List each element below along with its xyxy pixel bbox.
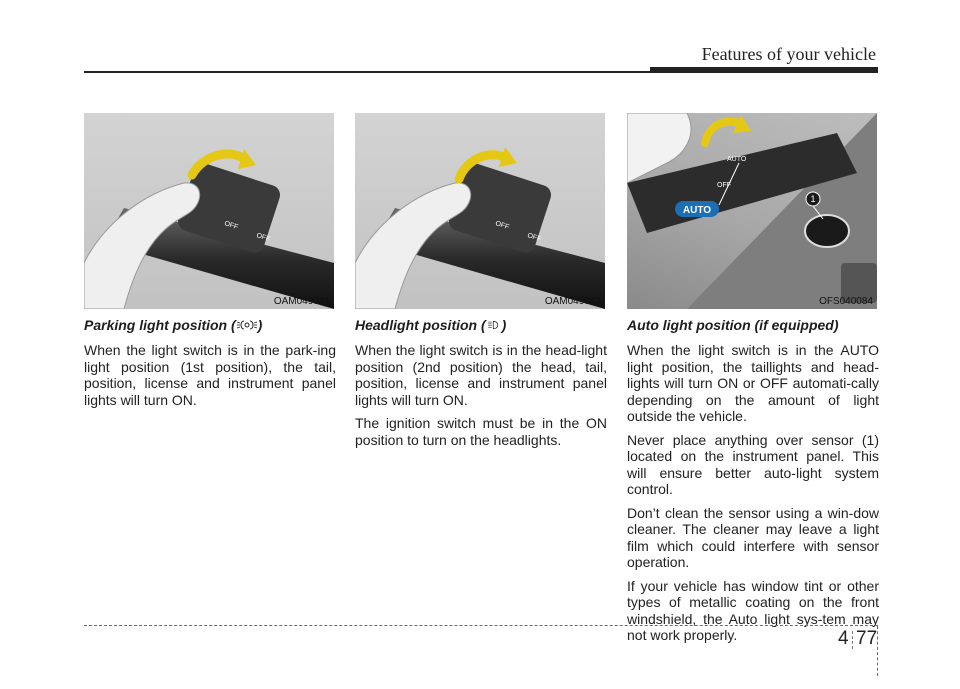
photo-code: OAM049042 (544, 296, 601, 307)
heading-text: ) (257, 317, 263, 333)
heading-text: Headlight position ( (355, 317, 486, 333)
off-label: OFF (223, 220, 239, 232)
photo-code: OAM049041 (273, 296, 330, 307)
photo-auto-light (627, 113, 877, 309)
light-switch-illustration (355, 113, 605, 309)
page-number-separator (852, 631, 854, 649)
body-paragraph: Don’t clean the sensor using a win-dow cleaner. The cleaner may leave a light film which could interfere with sensor operation. (627, 504, 879, 570)
body-paragraph: Never place anything over sensor (1) located on the instrument panel. This will ensure better auto-light system control. (627, 431, 879, 497)
light-switch-illustration (84, 113, 334, 309)
photo-headlight (355, 113, 605, 309)
photo-parking-light (84, 113, 334, 309)
body-paragraph: If your vehicle has window tint or other types of metallic coating on the front windshield, the Auto light sys-tem may not work properly. (627, 577, 879, 643)
footer-rule (84, 625, 878, 626)
light-sensor (805, 215, 849, 247)
off-label: OFF (526, 232, 542, 244)
heading-text: ) (501, 317, 507, 333)
section-heading (84, 316, 336, 334)
body-paragraph: When the light switch is in the park-ing light position (1st position), the tail, position, license and instrument panel lights will turn ON. (84, 342, 336, 408)
parking-light-icon (236, 318, 258, 332)
section-auto-light (627, 316, 879, 651)
headlight-icon (486, 318, 502, 332)
section-headlight (355, 316, 607, 455)
section-heading (355, 316, 607, 334)
sensor-callout-number: 1 (810, 194, 816, 204)
off-label: OFF (255, 232, 271, 244)
section-parking-light (84, 316, 336, 415)
page-number: 77 (856, 628, 878, 649)
auto-switch-illustration (627, 113, 877, 309)
heading-text: Parking light position ( (84, 317, 236, 333)
photo-code: OFS040084 (819, 296, 873, 307)
page-header-title: Features of your vehicle (701, 44, 876, 64)
body-paragraph: The ignition switch must be in the ON position to turn on the headlights. (355, 415, 607, 448)
section-heading: Auto light position (if equipped) (627, 317, 839, 333)
body-paragraph: When the light switch is in the AUTO light position, the taillights and head-lights will turn ON or OFF automati-cally depending on the amount of light outside the vehicle. (627, 342, 879, 424)
chapter-number: 4 (838, 628, 849, 649)
off-label: OFF (717, 182, 731, 189)
auto-tag-label: AUTO (682, 205, 712, 216)
footer-divider (877, 626, 878, 676)
body-paragraph: When the light switch is in the head-light position (2nd position) the head, tail, position, license and instrument panel lights will turn ON. (355, 342, 607, 408)
off-label: OFF (494, 220, 510, 232)
header-rule-accent (650, 67, 878, 73)
auto-ring-label: AUTO (727, 156, 747, 163)
